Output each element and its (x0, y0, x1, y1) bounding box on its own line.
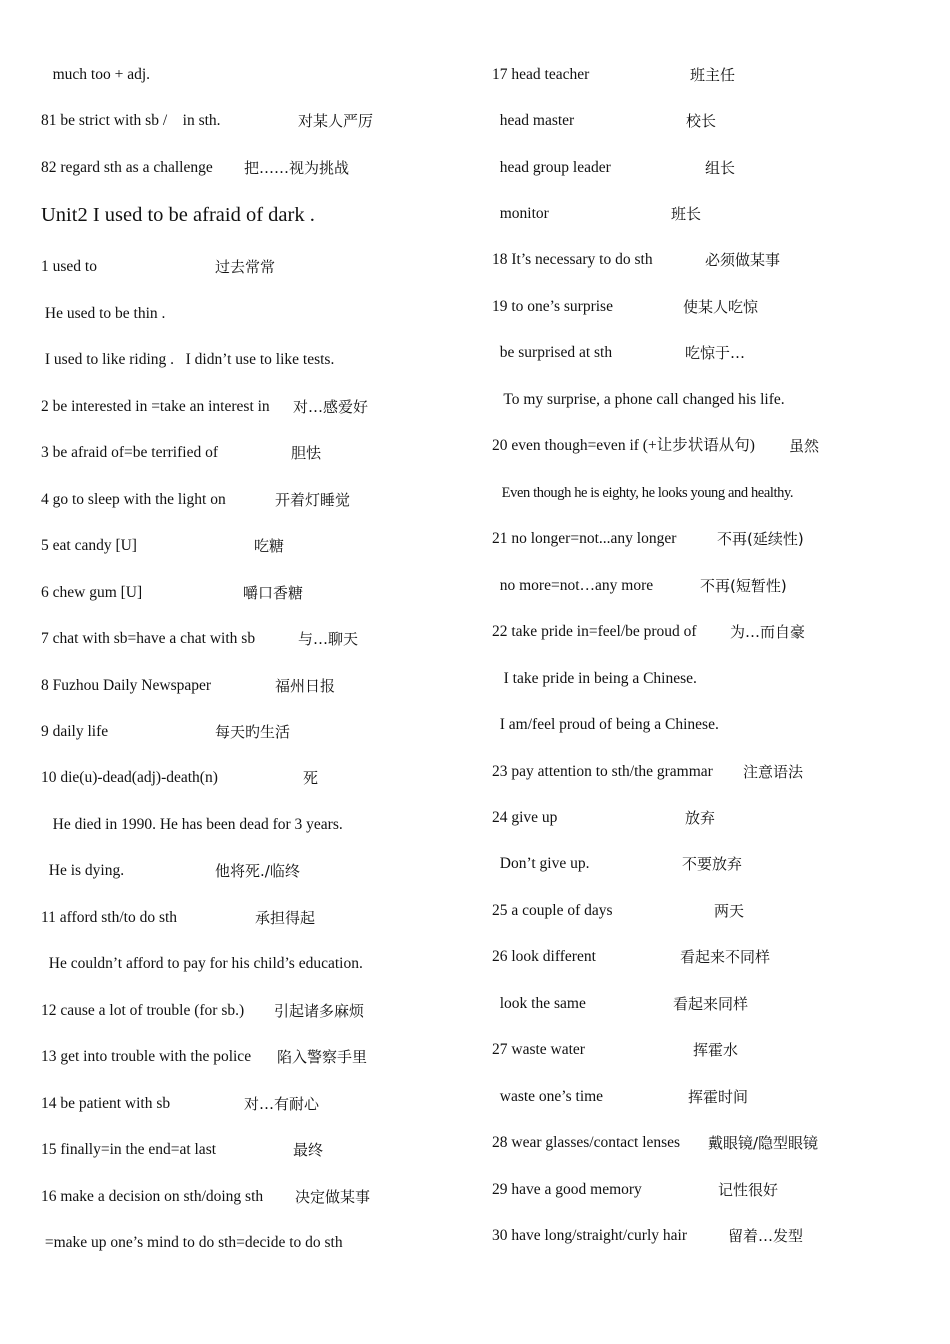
entry-chinese: 组长 (705, 159, 736, 177)
example-sentence (41, 861, 300, 881)
entry-chinese: 死 (303, 769, 319, 787)
entry-english: 82 regard sth as a challenge (41, 159, 213, 176)
entry-10 (41, 768, 319, 788)
entry-english: look the same (492, 995, 586, 1012)
entry-chinese: 留着…发型 (728, 1227, 804, 1245)
entry-11 (41, 908, 316, 928)
entry-chinese: 两天 (714, 902, 745, 920)
entry-chinese: 承担得起 (255, 909, 316, 927)
entry-english: 11 afford sth/to do sth (41, 909, 178, 926)
entry-english: be surprised at sth (492, 344, 613, 361)
entry-9 (41, 722, 291, 742)
list-item (492, 576, 787, 596)
example-sentence (492, 483, 793, 503)
entry-26 (492, 947, 771, 967)
entry-english: 15 finally=in the end=at last (41, 1141, 217, 1158)
entry-27 (492, 1040, 739, 1060)
entry-8 (41, 676, 336, 696)
entry-english: 81 be strict with sb / in sth. (41, 112, 221, 129)
entry-4 (41, 490, 351, 510)
entry-chinese: 吃惊于… (685, 344, 746, 362)
entry-chinese: 放弃 (685, 809, 716, 827)
entry-english: He is dying. (41, 862, 125, 879)
entry-1 (41, 257, 276, 277)
example-sentence (41, 350, 334, 370)
entry-chinese: 挥霍水 (693, 1041, 739, 1059)
example-sentence (492, 854, 743, 874)
list-item (492, 343, 746, 363)
entry-english: To my surprise, a phone call changed his life. (492, 391, 785, 408)
entry-english: 21 no longer=not...any longer (492, 530, 677, 547)
entry-chinese: 胆怯 (291, 444, 322, 462)
entry-english: 22 take pride in=feel/be proud of (492, 623, 697, 640)
entry-chinese: 不要放弃 (682, 855, 743, 873)
entry-chinese: 看起来同样 (673, 995, 749, 1013)
entry-chinese: 班主任 (690, 66, 736, 84)
entry-chinese: 嚼口香糖 (243, 584, 304, 602)
entry-english: much too + adj. (41, 66, 151, 83)
entry-english: 20 even though=even if (+让步状语从句) (492, 437, 755, 454)
entry-english: 27 waste water (492, 1041, 585, 1058)
entry-17 (492, 65, 736, 85)
entry-2 (41, 397, 369, 417)
entry-english: 29 have a good memory (492, 1181, 642, 1198)
entry-chinese: 挥霍时间 (688, 1088, 749, 1106)
entry-chinese: 班长 (671, 205, 702, 223)
entry-chinese: 过去常常 (215, 258, 276, 276)
entry-6 (41, 583, 304, 603)
entry-7 (41, 629, 359, 649)
entry-english: 12 cause a lot of trouble (for sb.) (41, 1002, 245, 1019)
entry-16 (41, 1187, 371, 1207)
list-item (492, 111, 717, 131)
example-sentence (492, 390, 785, 410)
entry-english: head master (492, 112, 575, 129)
entry-chinese: 陷入警察手里 (277, 1048, 368, 1066)
example-sentence (492, 669, 697, 689)
example-sentence (41, 1233, 343, 1253)
entry-english: 7 chat with sb=have a chat with sb (41, 630, 256, 647)
list-item (492, 158, 736, 178)
entry-chinese: 每天旳生活 (215, 723, 291, 741)
entry-20 (492, 436, 820, 456)
entry-chinese: 最终 (293, 1141, 324, 1159)
entry-25 (492, 901, 745, 921)
entry-english: 8 Fuzhou Daily Newspaper (41, 677, 212, 694)
entry-english: 9 daily life (41, 723, 109, 740)
example-sentence (41, 954, 363, 974)
entry-chinese: 虽然 (789, 437, 820, 455)
entry-english: I take pride in being a Chinese. (492, 670, 697, 687)
entry-chinese: 福州日报 (275, 677, 336, 695)
entry-29 (492, 1180, 779, 1200)
unit-heading (41, 202, 315, 228)
entry-3 (41, 443, 322, 463)
entry-english: 16 make a decision on sth/doing sth (41, 1188, 264, 1205)
entry-english: 19 to one’s surprise (492, 298, 613, 315)
entry-english: 24 give up (492, 809, 558, 826)
entry-english: He couldn’t afford to pay for his child’s education. (41, 955, 363, 972)
entry-english: He died in 1990. He has been dead for 3 years. (41, 816, 343, 833)
entry-chinese: 决定做某事 (295, 1188, 371, 1206)
entry-english: 25 a couple of days (492, 902, 613, 919)
entry-english: 1 used to (41, 258, 97, 275)
entry-chinese: 不再(延续性) (717, 530, 804, 548)
entry-english: head group leader (492, 159, 611, 176)
entry-chinese: 吃糖 (254, 537, 285, 555)
entry-english: 23 pay attention to sth/the grammar (492, 763, 713, 780)
entry-chinese: 使某人吃惊 (683, 298, 759, 316)
entry-chinese: 与…聊天 (298, 630, 359, 648)
entry-english: 2 be interested in =take an interest in (41, 398, 270, 415)
entry-english: 18 It’s necessary to do sth (492, 251, 653, 268)
entry-chinese: 看起来不同样 (680, 948, 771, 966)
entry-21 (492, 529, 804, 549)
entry-english: 6 chew gum [U] (41, 584, 143, 601)
entry-much-too (41, 65, 150, 85)
entry-12 (41, 1001, 365, 1021)
example-sentence (41, 304, 165, 324)
entry-14 (41, 1094, 320, 1114)
entry-english: 10 die(u)-dead(adj)-death(n) (41, 769, 218, 786)
entry-english: I am/feel proud of being a Chinese. (492, 716, 719, 733)
entry-15 (41, 1140, 324, 1160)
entry-english: 5 eat candy [U] (41, 537, 137, 554)
list-item (492, 204, 702, 224)
entry-english: 3 be afraid of=be terrified of (41, 444, 219, 461)
entry-81 (41, 111, 374, 131)
entry-chinese: 注意语法 (743, 763, 804, 781)
entry-english: Don’t give up. (492, 855, 590, 872)
entry-english: 4 go to sleep with the light on (41, 491, 226, 508)
entry-chinese: 为…而自豪 (730, 623, 806, 641)
entry-chinese: 必须做某事 (705, 251, 781, 269)
entry-82 (41, 158, 350, 178)
entry-chinese: 不再(短暂性) (700, 577, 787, 595)
example-sentence (41, 815, 343, 835)
entry-chinese: 开着灯睡觉 (275, 491, 351, 509)
entry-english: Even though he is eighty, he looks young and healthy. (492, 485, 794, 501)
example-sentence (492, 715, 719, 735)
entry-english: 28 wear glasses/contact lenses (492, 1134, 681, 1151)
entry-english: I used to like riding . I didn’t use to like tests. (41, 351, 335, 368)
entry-chinese: 对…感爱好 (293, 398, 369, 416)
entry-23 (492, 762, 804, 782)
entry-24 (492, 808, 716, 828)
entry-chinese: 戴眼镜/隐型眼镜 (708, 1134, 819, 1152)
entry-5 (41, 536, 285, 556)
list-item (492, 1087, 749, 1107)
entry-chinese: 对某人严厉 (298, 112, 374, 130)
entry-english: 30 have long/straight/curly hair (492, 1227, 687, 1244)
entry-22 (492, 622, 806, 642)
entry-30 (492, 1226, 804, 1246)
entry-28 (492, 1133, 819, 1153)
entry-chinese: 他将死./临终 (215, 862, 300, 880)
unit-title: Unit2 I used to be afraid of dark . (41, 204, 315, 226)
entry-18 (492, 250, 781, 270)
entry-13 (41, 1047, 368, 1067)
entry-chinese: 把……视为挑战 (244, 159, 350, 177)
entry-chinese: 对…有耐心 (244, 1095, 320, 1113)
entry-english: monitor (492, 205, 549, 222)
entry-english: =make up one’s mind to do sth=decide to do sth (41, 1234, 343, 1251)
entry-english: waste one’s time (492, 1088, 604, 1105)
list-item (492, 994, 749, 1014)
entry-english: no more=not…any more (492, 577, 654, 594)
entry-chinese: 记性很好 (718, 1181, 779, 1199)
entry-chinese: 校长 (686, 112, 717, 130)
entry-english: 26 look different (492, 948, 596, 965)
entry-19 (492, 297, 759, 317)
entry-english: 14 be patient with sb (41, 1095, 171, 1112)
entry-english: 13 get into trouble with the police (41, 1048, 252, 1065)
entry-chinese: 引起诸多麻烦 (274, 1002, 365, 1020)
entry-english: 17 head teacher (492, 66, 590, 83)
entry-english: He used to be thin . (41, 305, 166, 322)
